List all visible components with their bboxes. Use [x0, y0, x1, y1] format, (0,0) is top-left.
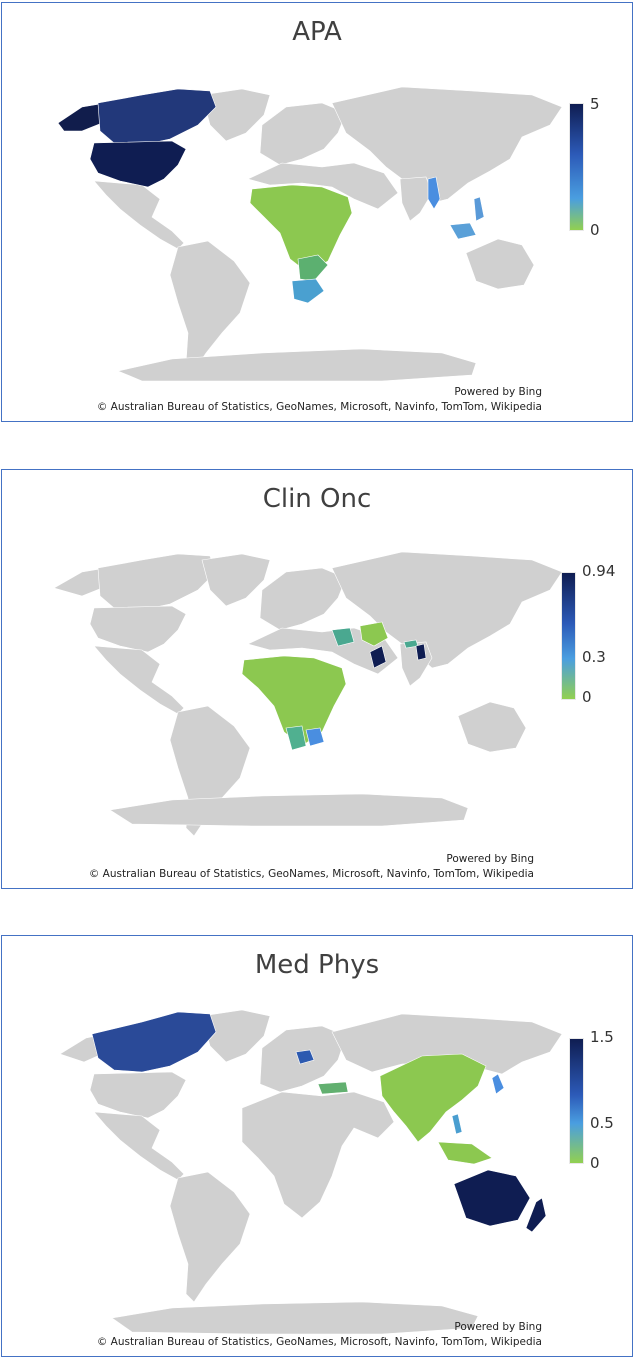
legend-mid-label: 0.5 — [590, 1114, 614, 1132]
legend-mid-label: 0.3 — [582, 648, 606, 666]
world-map — [2, 470, 632, 888]
attribution-text: © Australian Bureau of Statistics, GeoNames, Microsoft, Navinfo, TomTom, Wikipedia — [88, 868, 534, 880]
legend-max-label: 5 — [590, 95, 600, 113]
map-panel-med-phys — [1, 935, 633, 1357]
map-title: Med Phys — [254, 950, 380, 980]
legend-max-label: 1.5 — [590, 1028, 614, 1046]
world-map — [2, 936, 632, 1356]
legend-max-label: 0.94 — [582, 562, 616, 580]
map-title: Clin Onc — [262, 484, 372, 514]
legend-color-bar — [569, 103, 584, 231]
map-credits — [97, 385, 542, 415]
map-panel-apa — [1, 2, 633, 422]
attribution-text: © Australian Bureau of Statistics, GeoNames, Microsoft, Navinfo, TomTom, Wikipedia — [96, 401, 542, 413]
attribution-text: © Australian Bureau of Statistics, GeoNames, Microsoft, Navinfo, TomTom, Wikipedia — [96, 1336, 542, 1348]
powered-by-text: Powered by Bing — [454, 386, 542, 398]
legend-min-label: 0 — [582, 688, 592, 706]
legend-min-label: 0 — [590, 1154, 600, 1172]
map-credits — [97, 1320, 542, 1350]
powered-by-text: Powered by Bing — [446, 853, 534, 865]
legend-color-bar — [561, 572, 576, 700]
map-title: APA — [292, 17, 342, 47]
world-map — [2, 3, 632, 421]
map-panel-clin-onc — [1, 469, 633, 889]
powered-by-text: Powered by Bing — [454, 1321, 542, 1333]
legend-min-label: 0 — [590, 221, 600, 239]
legend-color-bar — [569, 1038, 584, 1164]
map-credits — [89, 852, 534, 882]
